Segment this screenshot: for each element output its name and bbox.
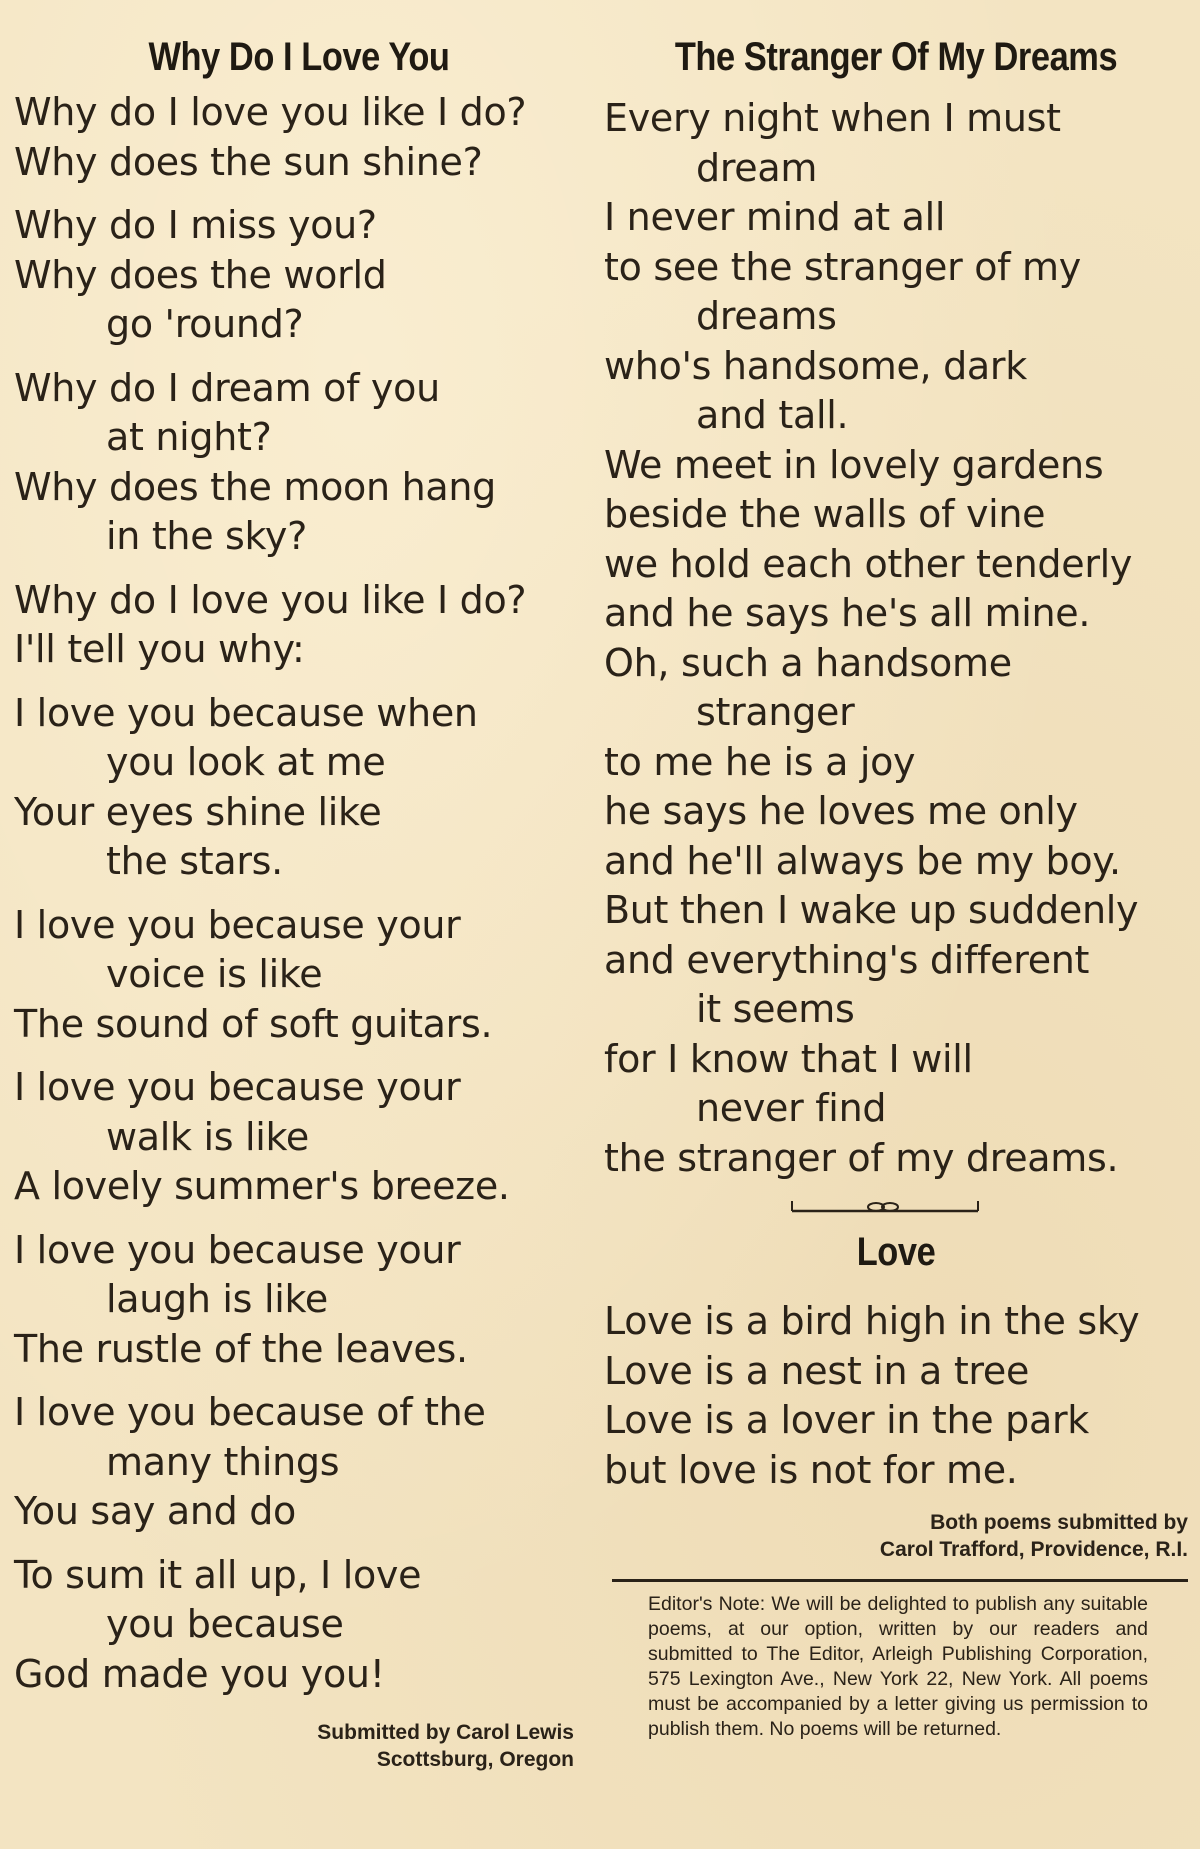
- poem-title-why-do-i-love-you: Why Do I Love You: [148, 35, 450, 79]
- poem-line: But then I wake up suddenly: [604, 888, 1139, 932]
- credit-line: Both poems submitted by: [930, 1511, 1188, 1534]
- submission-credit-right: [604, 1509, 1188, 1563]
- poem-line: who's handsome, dark: [604, 343, 1027, 388]
- poem-line: I love you because your: [14, 902, 461, 947]
- poem-line: at night?: [106, 415, 272, 459]
- poem-line: the stranger of my dreams.: [604, 1135, 1119, 1180]
- poem-line: go 'round?: [106, 302, 304, 346]
- poem-line: You say and do: [14, 1489, 296, 1533]
- left-column: [14, 30, 584, 1773]
- poem-line: in the sky?: [106, 514, 307, 558]
- poem-line: but love is not for me.: [604, 1447, 1018, 1492]
- poem-line: the stars.: [106, 839, 283, 883]
- poem-line: Why does the world: [14, 252, 387, 297]
- poem-line: Why do I dream of you: [14, 365, 440, 410]
- right-column: [604, 30, 1188, 1742]
- credit-line: Submitted by Carol Lewis: [317, 1721, 574, 1744]
- poem-line: he says he loves me only: [604, 789, 1078, 833]
- poem-line: The sound of soft guitars.: [14, 1001, 493, 1046]
- stanza: [14, 1551, 584, 1700]
- poem-line: for I know that I will: [604, 1036, 973, 1081]
- poem-line: Why does the moon hang: [14, 464, 496, 509]
- poem-line: The rustle of the leaves.: [14, 1326, 468, 1371]
- poem-body: [604, 94, 1188, 1183]
- poem-line: Why do I love you like I do?: [14, 90, 527, 134]
- poem-line: Why does the sun shine?: [14, 139, 483, 184]
- stanza: [14, 689, 584, 887]
- editors-note: Editor's Note: We will be delighted to publish any suitable poems, at our option, written by our readers and submitted to The Editor, Arleigh Publishing Corporation, 575 Lexington Ave., New York 22, New York. All poems must be accompanied by a letter giving us permission to publish them. No poems will be returned.: [648, 1593, 1148, 1740]
- poem-line: beside the walls of vine: [604, 492, 1046, 536]
- horizontal-rule: [612, 1579, 1188, 1582]
- stanza: [14, 901, 584, 1050]
- poem-line: Why do I miss you?: [14, 203, 377, 247]
- poem-line: dream: [696, 145, 818, 190]
- stanza: [14, 576, 584, 675]
- credit-line: Carol Trafford, Providence, R.I.: [879, 1538, 1188, 1561]
- poem-line: Love is a bird high in the sky: [604, 1299, 1140, 1343]
- stanza: [14, 201, 584, 350]
- poem-line: we hold each other tenderly: [604, 541, 1133, 586]
- poem-line: walk is like: [106, 1114, 309, 1159]
- poem-line: I love you because when: [14, 690, 478, 735]
- poem-line: stranger: [696, 690, 855, 734]
- poem-line: and tall.: [696, 393, 849, 437]
- poem-line: Every night when I must: [604, 96, 1061, 140]
- poem-line: Why do I love you like I do?: [14, 577, 527, 622]
- poem-line: and he'll always be my boy.: [604, 838, 1121, 883]
- credit-line: Scottsburg, Oregon: [376, 1748, 574, 1771]
- poem-title-stranger-of-my-dreams: The Stranger Of My Dreams: [674, 35, 1118, 79]
- poem-line: and he says he's all mine.: [604, 591, 1091, 635]
- stanza: [14, 88, 584, 187]
- poem-line: you look at me: [106, 740, 386, 784]
- poem-line: Love is a lover in the park: [604, 1398, 1089, 1442]
- poem-line: never find: [696, 1086, 887, 1130]
- poem-line: A lovely summer's breeze.: [14, 1164, 510, 1208]
- poem-line: to me he is a joy: [604, 739, 916, 784]
- poem-line: Oh, such a handsome: [604, 640, 1012, 685]
- poem-line: I love you because your: [14, 1065, 461, 1109]
- poem-line: voice is like: [106, 952, 323, 996]
- poem-line: Your eyes shine like: [14, 789, 382, 834]
- poem-line: you because: [106, 1602, 344, 1646]
- poem-line: I love you because of the: [14, 1390, 486, 1434]
- poem-line: many things: [106, 1439, 340, 1484]
- stanza: [14, 364, 584, 562]
- poem-line: God made you you!: [14, 1651, 385, 1696]
- stanza: [14, 1388, 584, 1537]
- decorative-divider-icon: [790, 1197, 980, 1219]
- poem-line: I'll tell you why:: [14, 627, 305, 671]
- poem-line: We meet in lovely gardens: [604, 442, 1104, 487]
- poem-line: dreams: [696, 294, 837, 338]
- poem-body-love: [604, 1297, 1188, 1495]
- stanza: [14, 1226, 584, 1375]
- submission-credit-left: [14, 1719, 584, 1773]
- poem-line: laugh is like: [106, 1277, 328, 1321]
- poem-line: I never mind at all: [604, 195, 946, 239]
- stanza: [14, 1063, 584, 1212]
- poem-line: and everything's different: [604, 937, 1090, 982]
- poem-title-love: Love: [856, 1230, 936, 1274]
- poem-line: I love you because your: [14, 1227, 461, 1272]
- poem-line: Love is a nest in a tree: [604, 1348, 1030, 1393]
- poem-line: to see the stranger of my: [604, 244, 1081, 289]
- poem-line: it seems: [696, 987, 855, 1031]
- poem-line: To sum it all up, I love: [14, 1552, 422, 1597]
